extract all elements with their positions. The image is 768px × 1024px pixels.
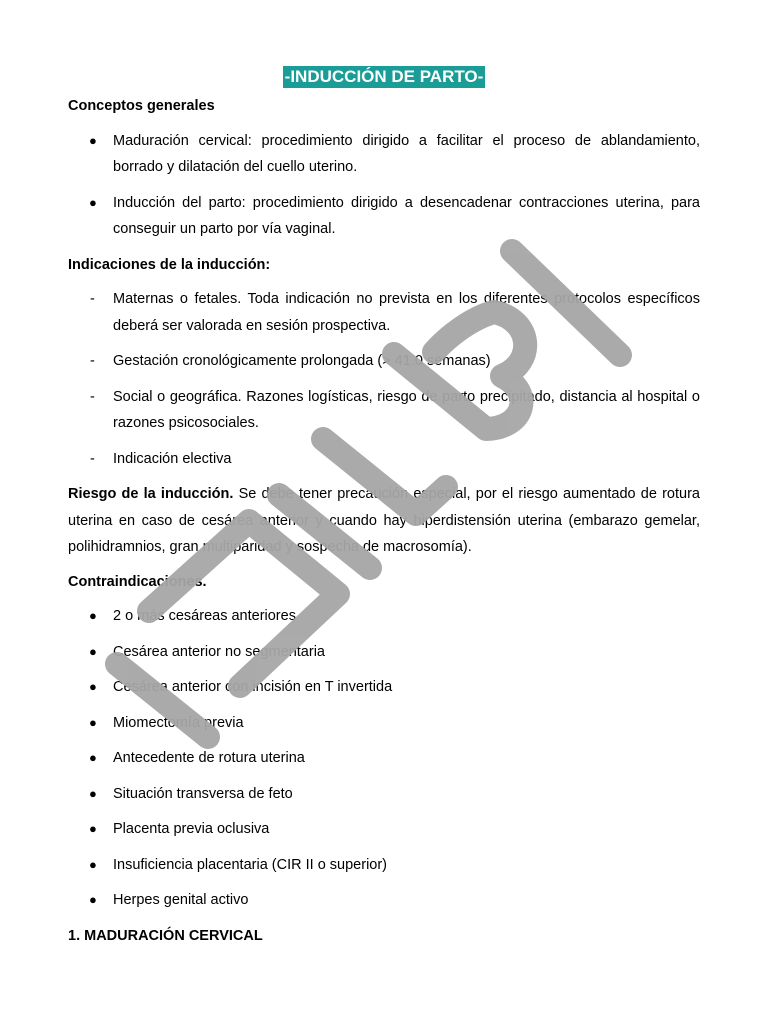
list-conceptos: [68, 128, 700, 243]
bullet-icon: ●: [89, 679, 97, 694]
list-item: ● Antecedente de rotura uterina: [68, 745, 700, 772]
list-item: ● Inducción del parto: procedimiento dirigido a desencadenar contracciones uterina, para conseguir un parto por vía vaginal.: [68, 190, 700, 243]
bullet-icon: ●: [89, 785, 97, 801]
riesgo-paragraph: [68, 481, 700, 561]
bullet-icon: ●: [89, 194, 97, 210]
document-title: -INDUCCIÓN DE PARTO-: [284, 67, 484, 86]
list-item: - Social o geográfica. Razones logísticas, riesgo de parto precipitado, distancia al hospital o razones psicosociales.: [68, 384, 700, 437]
list-item: - Maternas o fetales. Toda indicación no prevista en los diferentes protocolos específicos deberá ser valorada en sesión prospectiva.: [68, 286, 700, 339]
list-item: ● Miomectomía previa: [68, 710, 700, 737]
heading-maduracion-cervical: 1. MADURACIÓN CERVICAL: [68, 927, 263, 944]
list-item: - Gestación cronológicamente prolongada (> 41.0 semanas): [68, 348, 700, 375]
dash-icon: -: [90, 388, 95, 405]
heading-contraindicaciones: Contraindicaciones.: [68, 573, 207, 590]
list-item: ● 2 o más cesáreas anteriores: [68, 603, 700, 630]
bullet-icon: ●: [89, 608, 97, 623]
riesgo-text: Se debe tener precaución especial, por el riesgo aumentado de rotura uterina en caso de cesárea anterior y cuando hay hiperdistensión uterina (embarazo gemelar, polihidramnios, gran multiparidad y sospecha de macrosomía).: [68, 486, 700, 555]
list-item: ● Placenta previa oclusiva: [68, 816, 700, 843]
dash-icon: -: [90, 450, 95, 467]
list-item: ● Maduración cervical: procedimiento dirigido a facilitar el proceso de ablandamiento, borrado y dilatación del cuello uterino.: [68, 128, 700, 181]
bullet-icon: ●: [89, 750, 97, 765]
bullet-icon: ●: [89, 856, 97, 872]
dash-icon: -: [90, 353, 95, 369]
document-page: [68, 64, 700, 957]
bullet-icon: ●: [89, 821, 97, 836]
list-item: ● Herpes genital activo: [68, 887, 700, 914]
list-indicaciones: [68, 286, 700, 472]
heading-indicaciones: Indicaciones de la inducción:: [68, 256, 271, 273]
list-item: ● Cesárea anterior no segmentaria: [68, 639, 700, 666]
bullet-icon: ●: [89, 643, 97, 659]
riesgo-label: Riesgo de la inducción.: [68, 486, 234, 502]
dash-icon: -: [90, 291, 95, 307]
heading-conceptos: Conceptos generales: [68, 98, 215, 114]
bullet-icon: ●: [89, 132, 97, 148]
list-item: ● Insuficiencia placentaria (CIR II o superior): [68, 852, 700, 879]
list-item: - Indicación electiva: [68, 446, 700, 473]
title-row: [68, 64, 700, 90]
bullet-icon: ●: [89, 892, 97, 907]
list-item: ● Cesárea anterior con incisión en T invertida: [68, 674, 700, 701]
list-item: ● Situación transversa de feto: [68, 781, 700, 808]
list-contraindicaciones: [68, 603, 700, 914]
bullet-icon: ●: [89, 714, 97, 730]
